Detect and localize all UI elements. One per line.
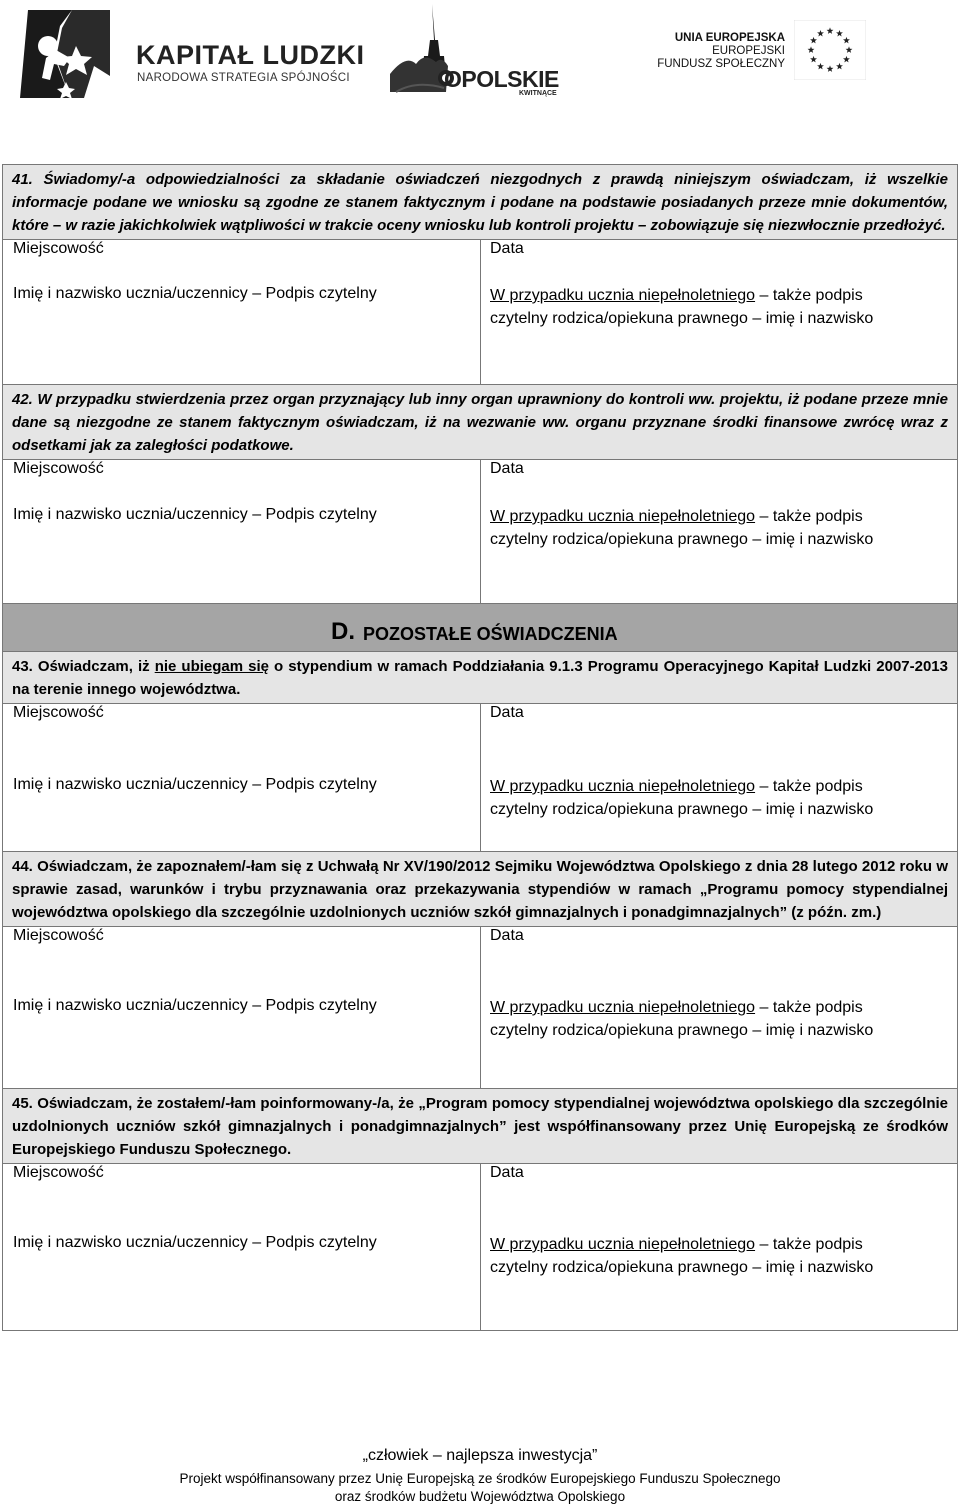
signature-block-44 — [3, 927, 957, 1089]
parent-signature-line-2: czytelny rodzica/opiekuna prawnego – imię i nazwisko — [490, 801, 874, 818]
opolskie-logo — [386, 0, 586, 104]
parent-signature-rest: – także podpis — [755, 508, 863, 525]
section-d-letter: D. — [331, 618, 355, 645]
declaration-43-underlined: nie ubiegam się — [154, 658, 269, 675]
ue-line-1: UNIA EUROPEJSKA — [674, 32, 785, 44]
declaration-42-text: 42. W przypadku stwierdzenia przez organ przyznający lub inny organ uprawniony do kontroli ww. projektu, iż podane przeze mnie dane są niezgodne ze stanem faktycznym oświadczam, iż na wezwanie ww. organu przyznane środki finansowe zwrócę wraz z odsetkami jak za zaległości podatkowe. — [3, 385, 957, 460]
parent-signature-underlined: W przypadku ucznia niepełnoletniego — [490, 287, 756, 304]
parent-signature-label — [490, 775, 873, 821]
parent-signature-rest: – także podpis — [755, 999, 863, 1016]
place-label: Miejscowość — [13, 240, 104, 257]
parent-signature-label — [490, 996, 873, 1042]
date-label: Data — [490, 927, 524, 944]
parent-signature-label — [490, 284, 873, 330]
signature-block-42 — [3, 460, 957, 604]
parent-signature-rest: – także podpis — [755, 778, 863, 795]
place-label: Miejscowość — [13, 927, 104, 944]
cell-divider — [480, 704, 481, 851]
parent-signature-rest: – także podpis — [755, 1236, 863, 1253]
footer-motto: „człowiek – najlepsza inwestycja” — [362, 1447, 598, 1464]
cell-divider — [480, 240, 481, 384]
ue-efs-logo — [655, 20, 895, 90]
declaration-44-text: 44. Oświadczam, że zapoznałem/-łam się z Uchwałą Nr XV/190/2012 Sejmiku Województwa Opolskiego z dnia 28 lutego 2012 roku w sprawie zasad, warunków i trybu przyznawania oraz przekazywania stypendiów w ramach „Programu pomocy stypendialnej województwa opolskiego dla szczególnie uzdolnionych uczniów szkół gimnazjalnych i ponadgimnazjalnych” (z późn. zm.) — [3, 852, 957, 927]
place-label: Miejscowość — [13, 1164, 104, 1181]
kapital-ludzki-subtitle: NARODOWA STRATEGIA SPÓJNOŚCI — [137, 72, 350, 84]
place-label: Miejscowość — [13, 704, 104, 721]
kapital-ludzki-title: KAPITAŁ LUDZKI — [136, 40, 365, 70]
cell-divider — [480, 460, 481, 603]
opolskie-title: OPOLSKIE — [444, 66, 559, 92]
parent-signature-line-2: czytelny rodzica/opiekuna prawnego – imię i nazwisko — [490, 1259, 874, 1276]
declarations-form — [2, 164, 958, 1331]
parent-signature-label — [490, 505, 873, 551]
date-label: Data — [490, 240, 524, 257]
student-signature-label: Imię i nazwisko ucznia/uczennicy – Podpis czytelny — [13, 997, 377, 1014]
declaration-43-post: o stypendium w ramach Poddziałania 9.1.3 Programu Operacyjnego Kapitał Ludzki 2007-2013 na terenie innego województwa. — [12, 658, 948, 698]
signature-block-43 — [3, 704, 957, 852]
parent-signature-underlined: W przypadku ucznia niepełnoletniego — [490, 508, 756, 525]
ue-text — [655, 32, 785, 71]
parent-signature-label — [490, 1233, 873, 1279]
declaration-41-text: 41. Świadomy/-a odpowiedzialności za składanie oświadczeń niezgodnych z prawdą niniejszym oświadczam, iż wszelkie informacje podane we wniosku są zgodne ze stanem faktycznym i podane na podstawie posiadanych przeze mnie dokumentów, które – w razie jakichkolwiek wątpliwości w trakcie oceny wniosku lub kontroli projektu – zobowiązuje się niezwłocznie przedłożyć. — [3, 165, 957, 240]
student-signature-label: Imię i nazwisko ucznia/uczennicy – Podpis czytelny — [13, 506, 377, 523]
signature-block-41 — [3, 240, 957, 385]
student-signature-label: Imię i nazwisko ucznia/uczennicy – Podpis czytelny — [13, 1234, 377, 1251]
kapital-ludzki-logo — [10, 6, 370, 102]
parent-signature-underlined: W przypadku ucznia niepełnoletniego — [490, 999, 756, 1016]
date-label: Data — [490, 704, 524, 721]
parent-signature-line-2: czytelny rodzica/opiekuna prawnego – imię i nazwisko — [490, 1022, 874, 1039]
parent-signature-underlined: W przypadku ucznia niepełnoletniego — [490, 778, 756, 795]
kapital-ludzki-emblem-icon — [10, 6, 120, 102]
signature-block-45 — [3, 1164, 957, 1330]
footer-line-2: oraz środków budżetu Województwa Opolskiego — [334, 1489, 626, 1504]
section-d-header — [3, 604, 957, 652]
cell-divider — [480, 927, 481, 1088]
declaration-45-text: 45. Oświadczam, że zostałem/-łam poinformowany-/a, że „Program pomocy stypendialnej województwa opolskiego dla szczególnie uzdolnionych uczniów szkół gimnazjalnych i ponadgimnazjalnych” jest współfinansowany przez Unię Europejską ze środków Europejskiego Funduszu Społecznego. — [3, 1089, 957, 1164]
ue-line-2: EUROPEJSKI — [712, 45, 785, 57]
date-label: Data — [490, 460, 524, 477]
student-signature-label: Imię i nazwisko ucznia/uczennicy – Podpis czytelny — [13, 776, 377, 793]
cell-divider — [480, 1164, 481, 1330]
student-signature-label: Imię i nazwisko ucznia/uczennicy – Podpis czytelny — [13, 285, 377, 302]
place-label: Miejscowość — [13, 460, 104, 477]
declaration-43-pre: 43. Oświadczam, iż — [12, 658, 155, 675]
parent-signature-line-2: czytelny rodzica/opiekuna prawnego – imię i nazwisko — [490, 531, 874, 548]
date-label: Data — [490, 1164, 524, 1181]
opolskie-subtitle: KWITNĄCE — [519, 90, 557, 97]
footer-line-1: Projekt współfinansowany przez Unię Europejską ze środków Europejskiego Funduszu Społecznego — [179, 1471, 781, 1486]
section-d-title: POZOSTAŁE OŚWIADCZENIA — [363, 624, 618, 644]
declaration-43-text — [3, 652, 957, 704]
parent-signature-underlined: W przypadku ucznia niepełnoletniego — [490, 1236, 756, 1253]
eu-flag-icon — [794, 20, 866, 80]
parent-signature-line-2: czytelny rodzica/opiekuna prawnego – imię i nazwisko — [490, 310, 874, 327]
ue-line-3: FUNDUSZ SPOŁECZNY — [657, 58, 785, 70]
parent-signature-rest: – także podpis — [755, 287, 863, 304]
